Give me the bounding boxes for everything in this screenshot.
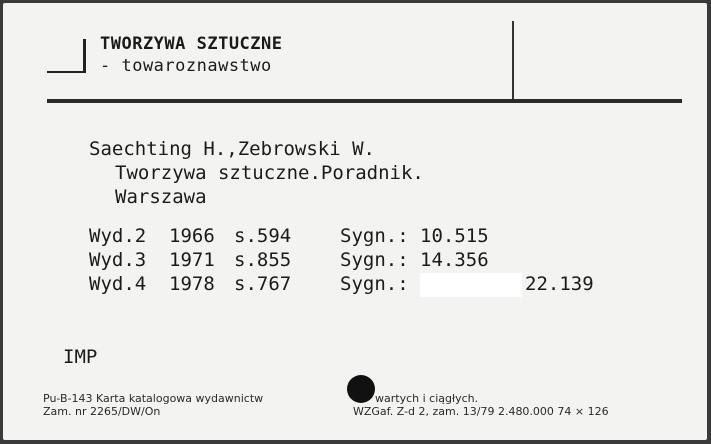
footer-publisher: WZGaf. Z-d 2, zam. 13/79 2.480.000 74 × 126 (353, 405, 609, 418)
edition-label: Wyd.2 (89, 225, 147, 247)
sygn-number: 14.356 (420, 249, 489, 271)
header-underline-left (47, 71, 85, 73)
subject-heading: TWORZYWA SZTUCZNE (100, 34, 283, 54)
library-mark: IMP (63, 346, 98, 368)
edition-pages: s.594 (234, 225, 292, 247)
edition-year: 1978 (169, 273, 215, 295)
catalog-card (3, 3, 707, 440)
edition-pages: s.767 (234, 273, 292, 295)
author-line: Saechting H.,Zebrowski W. (89, 138, 375, 160)
footer-print-info-cont: wartych i ciągłych. (375, 392, 479, 405)
edition-pages: s.855 (234, 249, 292, 271)
subject-subdivision: - towaroznawstwo (100, 56, 272, 76)
footer-print-info: Pu-B-143 Karta katalogowa wydawnictw (43, 392, 264, 405)
footer-order: Zam. nr 2265/DW/On (43, 405, 161, 418)
sygn-label: Sygn.: (340, 225, 409, 247)
punch-hole (347, 375, 375, 403)
header-rule (47, 99, 682, 103)
edition-label: Wyd.4 (89, 273, 147, 295)
edition-label: Wyd.3 (89, 249, 147, 271)
edition-year: 1966 (169, 225, 215, 247)
sygn-number: 22.139 (525, 273, 594, 295)
sygn-label: Sygn.: (340, 273, 409, 295)
sygn-label: Sygn.: (340, 249, 409, 271)
header-divider-right (512, 21, 514, 101)
edition-year: 1971 (169, 249, 215, 271)
redacted-patch (420, 273, 522, 297)
sygn-number: 10.515 (420, 225, 489, 247)
title-line: Tworzywa sztuczne.Poradnik. (115, 162, 424, 184)
header-divider-left (83, 39, 86, 73)
place-line: Warszawa (115, 186, 207, 208)
